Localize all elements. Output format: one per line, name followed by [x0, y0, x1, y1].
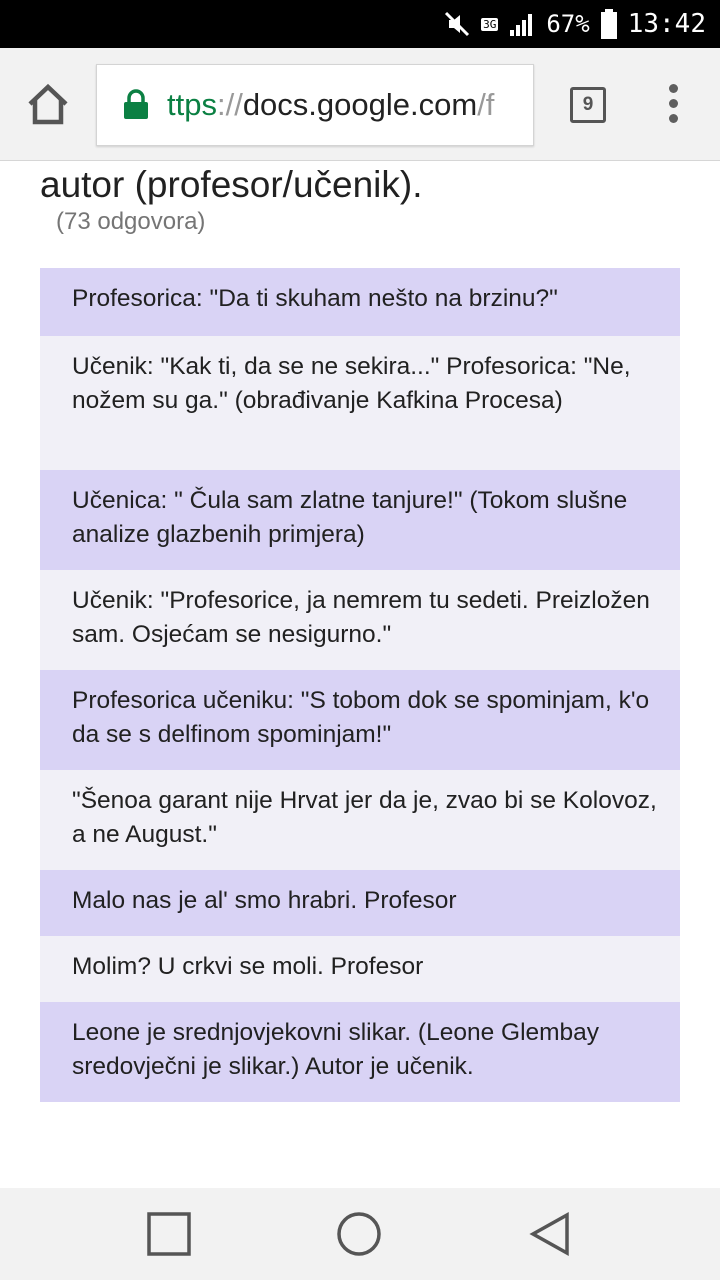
url-path: /f [477, 87, 495, 122]
home-circle-icon[interactable] [335, 1210, 383, 1258]
status-bar [0, 0, 720, 48]
list-item: Leone je srednjovjekovni slikar. (Leone Glembay sredovječni je slikar.) Autor je učenik. [40, 1002, 680, 1102]
list-item: Profesorica: "Da ti skuham nešto na brzinu?" [40, 268, 680, 336]
list-item: Molim? U crkvi se moli. Profesor [40, 936, 680, 1002]
clock: 13:42 [627, 9, 706, 39]
responses-list[interactable] [40, 285, 680, 1102]
system-nav-bar [0, 1188, 720, 1280]
mute-icon [443, 10, 471, 38]
battery-icon [600, 9, 618, 39]
lock-icon [123, 89, 149, 119]
signal-icon [508, 10, 536, 38]
battery-percent: 67% [546, 10, 590, 38]
tab-switcher-button[interactable]: 9 [570, 87, 606, 123]
url-scheme: ttps [167, 87, 217, 122]
back-triangle-icon[interactable] [527, 1210, 575, 1258]
recents-square-icon[interactable] [145, 1210, 193, 1258]
question-title: autor (profesor/učenik). [40, 164, 423, 205]
list-item: Profesorica učeniku: "S tobom dok se spominjam, k'o da se s delfinom spominjam!" [40, 670, 680, 770]
url-text [167, 87, 494, 123]
url-separator: :// [216, 87, 243, 122]
url-bar[interactable] [96, 64, 534, 146]
network-type-label: 3G [483, 17, 497, 31]
list-item: "Šenoa garant nije Hrvat jer da je, zvao bi se Kolovoz, a ne August." [40, 770, 680, 870]
overflow-menu-icon[interactable] [662, 84, 686, 124]
home-icon[interactable] [24, 82, 72, 126]
response-count: (73 odgovora) [56, 208, 206, 235]
list-item: Učenik: "Profesorice, ja nemrem tu sedeti. Preizložen sam. Osjećam se nesigurno." [40, 570, 680, 670]
browser-toolbar [0, 48, 720, 161]
list-item: Malo nas je al' smo hrabri. Profesor [40, 870, 680, 936]
list-item: Učenik: "Kak ti, da se ne sekira..." Profesorica: "Ne, nožem su ga." (obrađivanje Kafkina Procesa) [40, 336, 680, 470]
list-item: Učenica: " Čula sam zlatne tanjure!" (Tokom slušne analize glazbenih primjera) [40, 470, 680, 570]
url-host: docs.google.com [242, 87, 478, 122]
